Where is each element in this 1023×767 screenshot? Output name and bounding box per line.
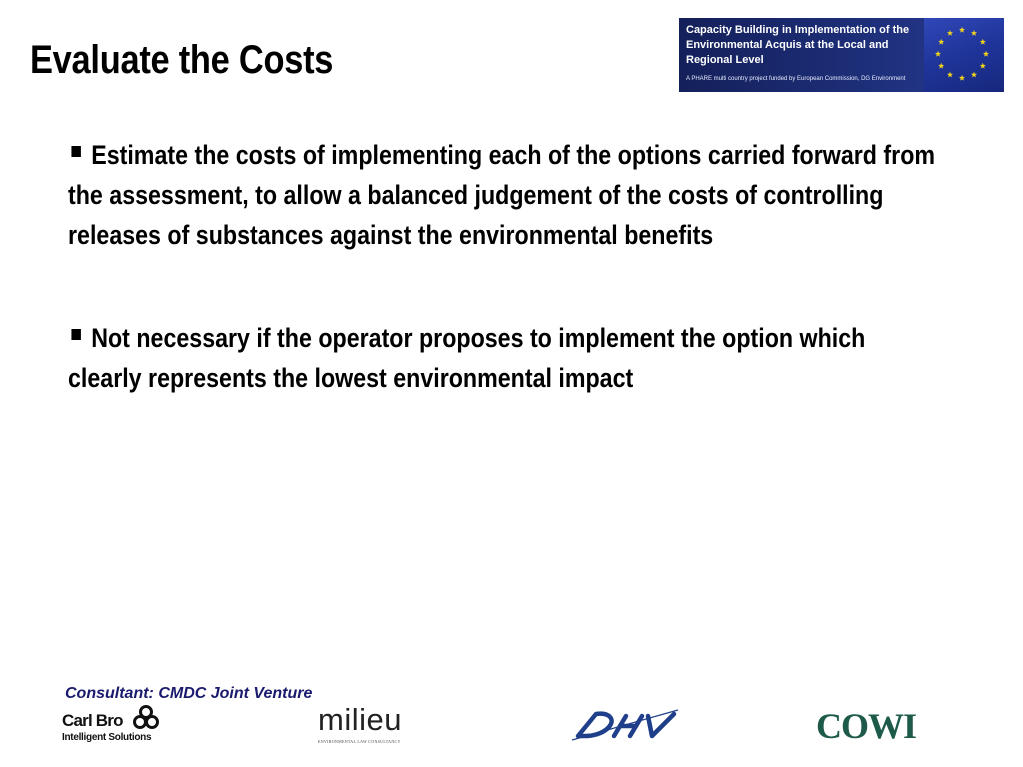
slide-content [68,135,968,398]
carlbro-logo [62,705,162,749]
eu-star-icon [971,30,977,36]
eu-star-icon [959,27,965,33]
dhv-logo-icon [570,706,682,744]
carlbro-tagline: Intelligent Solutions [62,732,152,743]
square-bullet-icon [71,146,80,157]
bullet-text: Estimate the costs of implementing each of the options carried forward from the assessment, to allow a balanced judgement of the costs of controlling releases of substances against the environmental benefits [68,140,936,250]
eu-star-icon [938,63,944,69]
eu-star-icon [959,75,965,81]
cowi-logo [812,705,927,747]
milieu-name: milieu [318,702,402,737]
eu-star-icon [971,72,977,78]
carlbro-name: Carl Bro [62,711,123,730]
square-bullet-icon [71,329,80,340]
bullet-text: Not necessary if the operator proposes to implement the option which clearly represents the lowest environmental impact [68,323,866,393]
eu-star-icon [938,39,944,45]
eu-star-icon [980,63,986,69]
cowi-name: COWI [816,706,917,746]
dhv-logo [570,706,682,744]
slide-title: Evaluate the Costs [30,38,334,82]
eu-star-icon [980,39,986,45]
banner-subtitle: A PHARE multi country project funded by European Commission, DG Environment [686,76,906,82]
eu-star-icon [935,51,941,57]
milieu-logo [318,702,413,748]
bullet-item [68,135,945,255]
consultant-label: Consultant: CMDC Joint Venture [65,685,313,702]
eu-star-icon [983,51,989,57]
bullet-item [68,318,945,398]
milieu-tagline: ENVIRONMENTAL LAW CONSULTANCY [318,739,401,744]
banner-title: Capacity Building in Implementation of the Environmental Acquis at the Local and Regional Level [686,24,910,66]
carlbro-knot-icon [132,705,160,731]
project-banner [679,18,1004,92]
eu-star-icon [947,30,953,36]
eu-flag-icon [924,18,1004,92]
eu-star-icon [947,72,953,78]
